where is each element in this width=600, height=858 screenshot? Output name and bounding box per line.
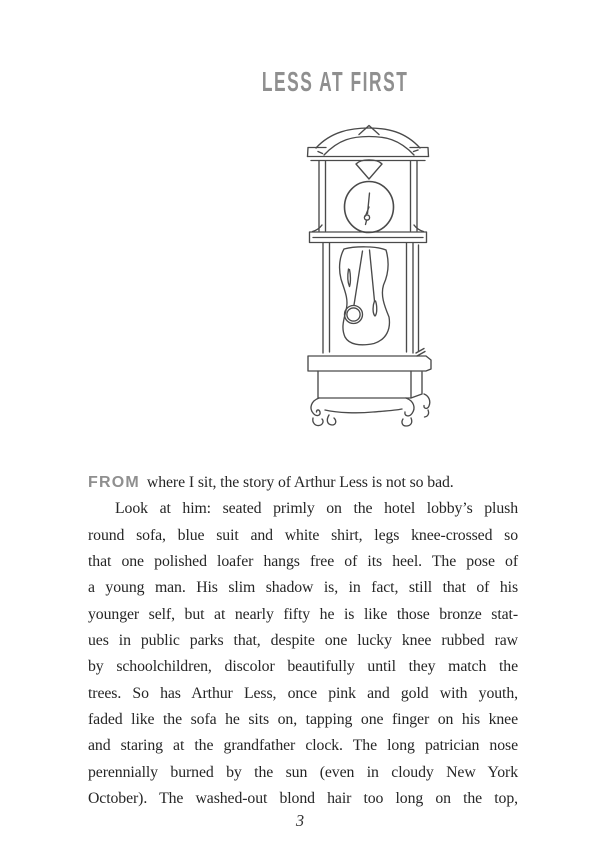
chapter-title: [35, 66, 600, 98]
body-line: trees. So has Arthur Less, once pink and gold with youth,: [88, 684, 518, 702]
body-line: that one polished loafer hangs free of its heel. The pose of: [88, 553, 518, 571]
paragraph-1-text: where I sit, the story of Arthur Less is not so bad.: [146, 474, 454, 491]
body-line: Look at him: seated primly on the hotel lobby’s plush: [115, 500, 518, 518]
body-line: round sofa, blue suit and white shirt, legs knee-crossed so: [88, 526, 518, 544]
grandfather-clock-sketch: [303, 122, 433, 432]
body-line: a young man. His slim shadow is, in fact, still that of his: [88, 579, 518, 597]
grandfather-clock-illustration: [303, 122, 433, 432]
body-line: younger self, but at nearly fifty he is like those bronze stat-: [88, 605, 518, 623]
lead-word: FROM: [88, 474, 140, 491]
body-line: perennially burned by the sun (even in cloudy New York: [88, 763, 518, 781]
body-line: faded like the sofa he sits on, tapping one finger on his knee: [88, 711, 518, 729]
body-line: ues in public parks that, despite one lucky knee rubbed raw: [88, 632, 518, 650]
paragraph-opening-line: [88, 470, 518, 496]
body-line: and staring at the grandfather clock. The long patrician nose: [88, 737, 518, 755]
page-number: 3: [295, 811, 305, 830]
body-text: [88, 470, 518, 812]
body-line: by schoolchildren, discolor beautifully until they match the: [88, 658, 518, 676]
body-line: October). The washed-out blond hair too long on the top,: [88, 790, 518, 808]
chapter-title-text: LESS AT FIRST: [261, 66, 409, 97]
